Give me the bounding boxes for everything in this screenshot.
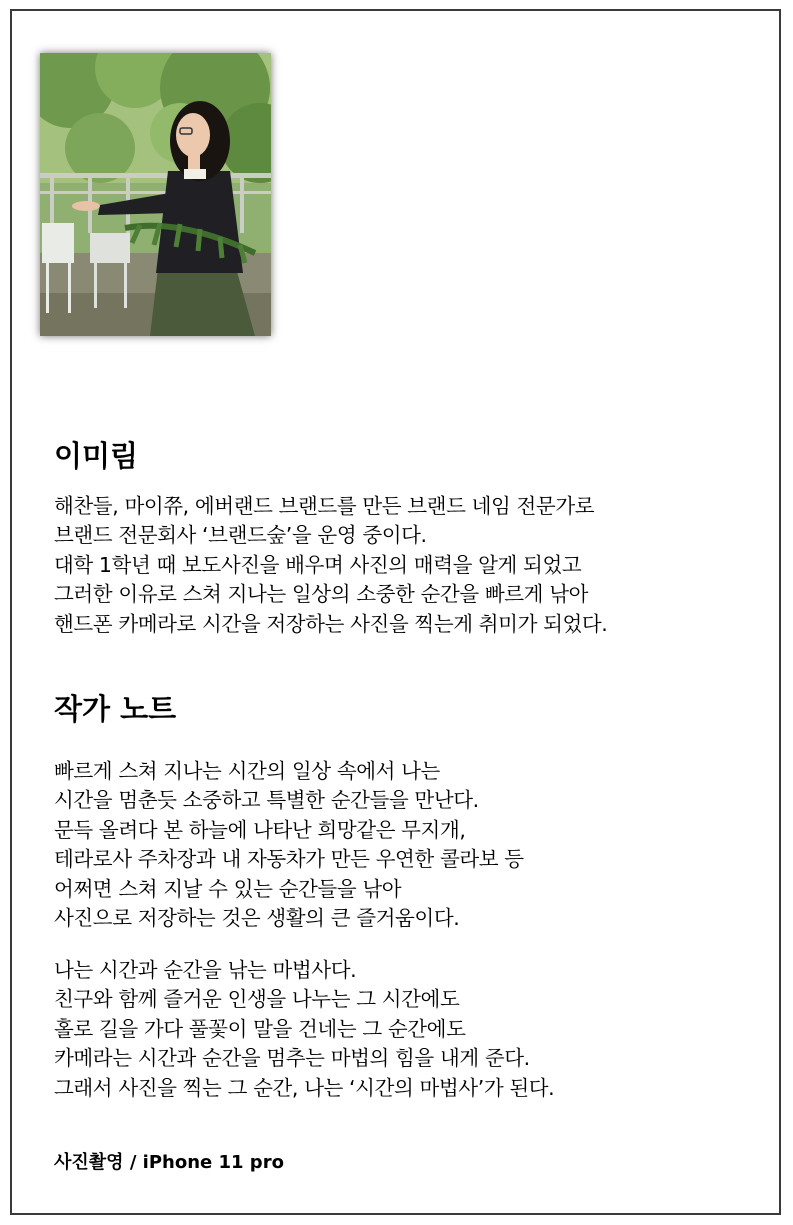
note-line: 홀로 길을 가다 풀꽃이 말을 건네는 그 순간에도 (54, 1016, 466, 1041)
author-bio (54, 492, 607, 639)
bio-line: 그러한 이유로 스쳐 지나는 일상의 소중한 순간을 빠르게 낚아 (54, 582, 589, 607)
photo-credit: 사진촬영 / iPhone 11 pro (54, 1152, 284, 1173)
artist-note-paragraph-1 (54, 757, 524, 933)
author-photo (40, 53, 271, 336)
artist-note-heading: 작가 노트 (54, 692, 177, 726)
bio-line: 대학 1학년 때 보도사진을 배우며 사진의 매력을 알게 되었고 (54, 552, 582, 577)
note-line: 테라로사 주차장과 내 자동차가 만든 우연한 콜라보 등 (54, 847, 524, 872)
note-line: 친구와 함께 즐거운 인생을 나누는 그 시간에도 (54, 987, 460, 1012)
note-line: 시간을 멈춘듯 소중하고 특별한 순간들을 만난다. (54, 788, 479, 813)
bio-line: 해찬들, 마이쮸, 에버랜드 브랜드를 만든 브랜드 네임 전문가로 (54, 494, 595, 518)
artist-note-paragraph-2 (54, 956, 554, 1103)
bio-line: 브랜드 전문회사 ‘브랜드숲’을 운영 중이다. (54, 523, 427, 548)
note-line: 빠르게 스쳐 지나는 시간의 일상 속에서 나는 (54, 759, 440, 783)
note-line: 문득 올려다 본 하늘에 나타난 희망같은 무지개, (54, 817, 466, 842)
note-line: 그래서 사진을 찍는 그 순간, 나는 ‘시간의 마법사’가 된다. (54, 1075, 555, 1100)
note-line: 사진으로 저장하는 것은 생활의 큰 즐거움이다. (54, 906, 460, 931)
note-line: 카메라는 시간과 순간을 멈추는 마법의 힘을 내게 준다. (54, 1046, 530, 1071)
note-line: 나는 시간과 순간을 낚는 마법사다. (54, 958, 357, 982)
author-name-heading: 이미림 (54, 439, 139, 473)
author-photo-illustration (40, 53, 271, 336)
bio-line: 핸드폰 카메라로 시간을 저장하는 사진을 찍는게 취미가 되었다. (54, 611, 608, 636)
note-line: 어쩌면 스쳐 지날 수 있는 순간들을 낚아 (54, 876, 402, 901)
